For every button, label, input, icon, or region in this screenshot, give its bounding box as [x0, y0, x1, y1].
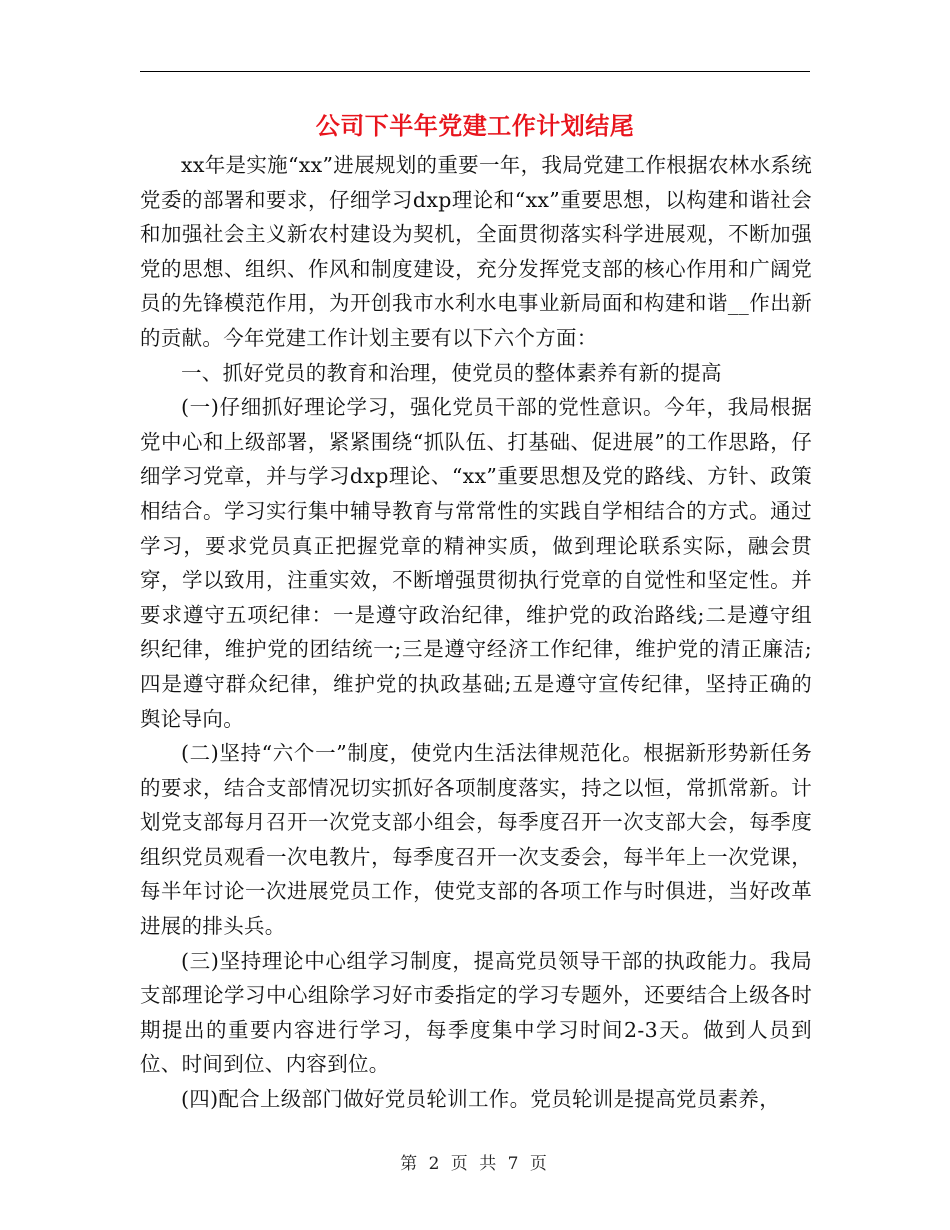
document-title: 公司下半年党建工作计划结尾 — [315, 111, 635, 140]
paragraph-item-4: (四)配合上级部门做好党员轮训工作。党员轮训是提高党员素养， — [181, 1087, 780, 1112]
page-number: 第 2 页 共 7 页 — [400, 1154, 550, 1174]
document-body — [140, 148, 812, 1117]
paragraph-item-3: (三)坚持理论中心组学习制度，提高党员领导干部的执政能力。我局支部理论学习中心组除学习好市委指定的学习专题外，还要结合上级各时期提出的重要内容进行学习，每季度集中学习时间2-3天。做到人员到位、时间到位、内容到位。 — [140, 948, 812, 1077]
paragraph-intro: xx年是实施“xx”进展规划的重要一年，我局党建工作根据农林水系统党委的部署和要求，仔细学习dxp理论和“xx”重要思想，以构建和谐社会和加强社会主义新农村建设为契机，全面贯彻落实科学进展观，不断加强党的思想、组织、作风和制度建设，充分发挥党支部的核心作用和广阔党员的先锋模范作用，为开创我市水利水电事业新局面和构建和谐__作出新的贡献。今年党建工作计划主要有以下六个方面： — [140, 153, 812, 350]
paragraph-item-1: (一)仔细抓好理论学习，强化党员干部的党性意识。今年，我局根据党中心和上级部署，紧紧围绕“抓队伍、打基础、促进展”的工作思路，仔细学习党章，并与学习dxp理论、“xx”重要思想及党的路线、方针、政策相结合。学习实行集中辅导教育与常常性的实践自学相结合的方式。通过学习，要求党员真正把握党章的精神实质，做到理论联系实际，融会贯穿，学以致用，注重实效，不断增强贯彻执行党章的自觉性和坚定性。并要求遵守五项纪律：一是遵守政治纪律，维护党的政治路线;二是遵守组织纪律，维护党的团结统一;三是遵守经济工作纪律，维护党的清正廉洁;四是遵守群众纪律，维护党的执政基础;五是遵守宣传纪律，坚持正确的舆论导向。 — [140, 395, 812, 731]
paragraph-item-2: (二)坚持“六个一”制度，使党内生活法律规范化。根据新形势新任务的要求，结合支部情况切实抓好各项制度落实，持之以恒，常抓常新。计划党支部每月召开一次党支部小组会，每季度召开一次支部大会，每季度组织党员观看一次电教片，每季度召开一次支委会，每半年上一次党课，每半年讨论一次进展党员工作，使党支部的各项工作与时俱进，当好改革进展的排头兵。 — [140, 741, 812, 939]
section-heading-1: 一、抓好党员的教育和治理，使党员的整体素养有新的提高 — [181, 360, 722, 385]
header-rule — [140, 71, 810, 72]
